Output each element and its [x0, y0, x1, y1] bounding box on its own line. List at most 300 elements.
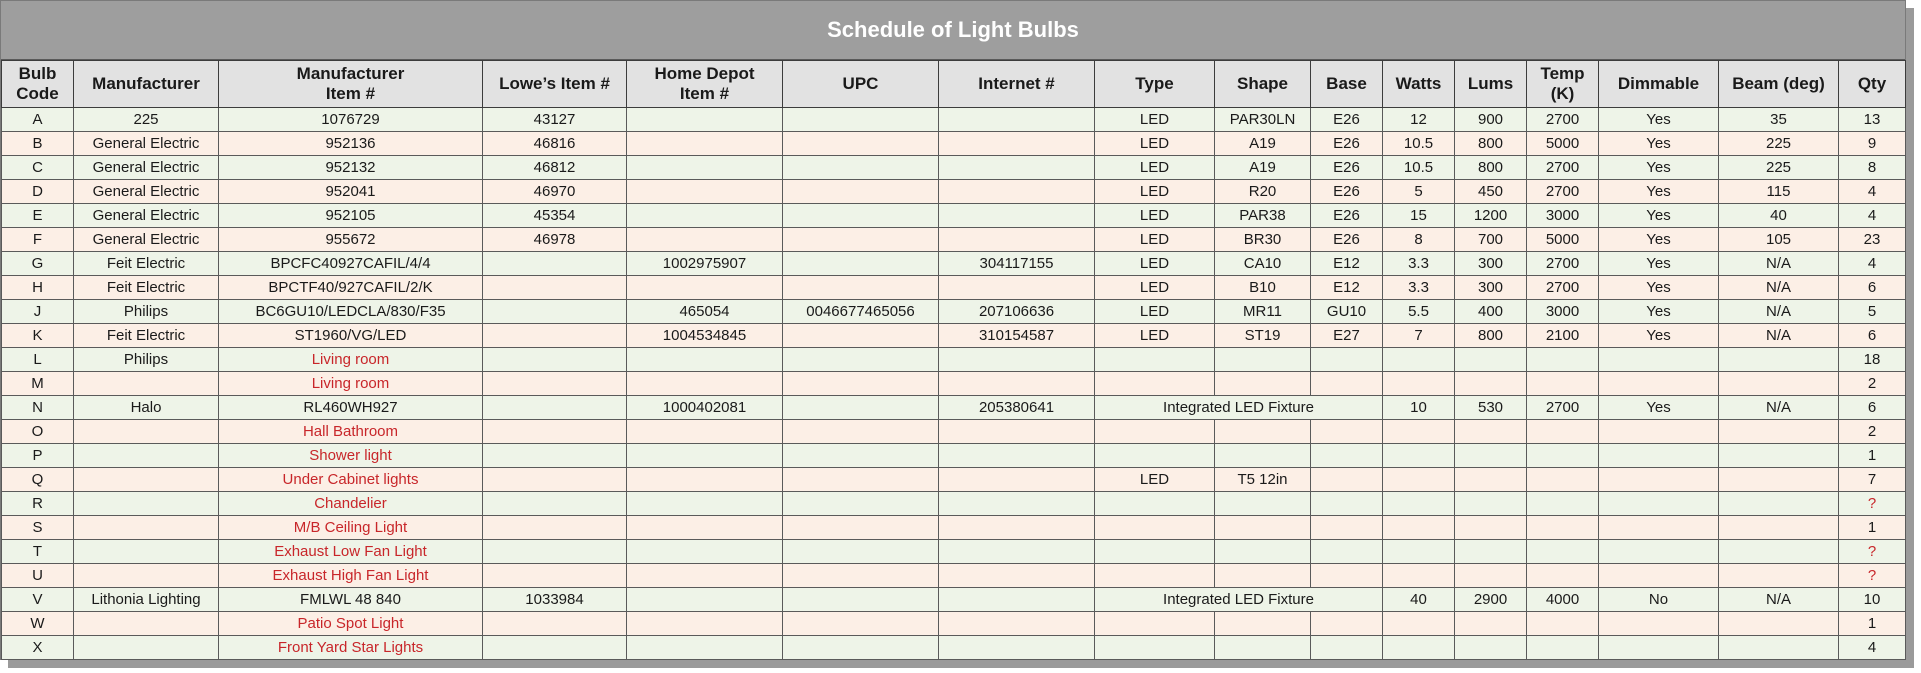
- dimmable-cell[interactable]: Yes: [1599, 180, 1719, 204]
- type-cell[interactable]: LED: [1095, 108, 1215, 132]
- internet-cell[interactable]: [939, 564, 1095, 588]
- beam-cell[interactable]: N/A: [1719, 300, 1839, 324]
- base-cell[interactable]: E27: [1311, 324, 1383, 348]
- lums-cell[interactable]: 2900: [1455, 588, 1527, 612]
- dimmable-cell[interactable]: [1599, 516, 1719, 540]
- beam-cell[interactable]: N/A: [1719, 252, 1839, 276]
- lowes-item-cell[interactable]: 1033984: [483, 588, 627, 612]
- type-cell[interactable]: LED: [1095, 228, 1215, 252]
- home-depot-item-cell[interactable]: [627, 372, 783, 396]
- shape-cell[interactable]: [1215, 612, 1311, 636]
- bulb-code-cell[interactable]: W: [2, 612, 74, 636]
- internet-cell[interactable]: [939, 636, 1095, 660]
- type-cell[interactable]: LED: [1095, 252, 1215, 276]
- shape-cell[interactable]: T5 12in: [1215, 468, 1311, 492]
- lums-cell[interactable]: 800: [1455, 132, 1527, 156]
- qty-cell[interactable]: 8: [1839, 156, 1906, 180]
- manufacturer-item-cell[interactable]: Front Yard Star Lights: [219, 636, 483, 660]
- type-cell[interactable]: [1095, 612, 1215, 636]
- base-cell[interactable]: [1311, 516, 1383, 540]
- column-header-dimmable[interactable]: [1599, 61, 1719, 108]
- shape-cell[interactable]: PAR38: [1215, 204, 1311, 228]
- home-depot-item-cell[interactable]: [627, 348, 783, 372]
- lums-cell[interactable]: 700: [1455, 228, 1527, 252]
- manufacturer-item-cell[interactable]: Shower light: [219, 444, 483, 468]
- manufacturer-item-cell[interactable]: 952136: [219, 132, 483, 156]
- beam-cell[interactable]: [1719, 612, 1839, 636]
- manufacturer-cell[interactable]: [74, 468, 219, 492]
- shape-cell[interactable]: PAR30LN: [1215, 108, 1311, 132]
- lums-cell[interactable]: [1455, 444, 1527, 468]
- beam-cell[interactable]: 225: [1719, 156, 1839, 180]
- lums-cell[interactable]: 300: [1455, 276, 1527, 300]
- internet-cell[interactable]: 310154587: [939, 324, 1095, 348]
- home-depot-item-cell[interactable]: [627, 468, 783, 492]
- shape-cell[interactable]: BR30: [1215, 228, 1311, 252]
- lowes-item-cell[interactable]: 46812: [483, 156, 627, 180]
- manufacturer-item-cell[interactable]: Exhaust High Fan Light: [219, 564, 483, 588]
- beam-cell[interactable]: [1719, 516, 1839, 540]
- home-depot-item-cell[interactable]: [627, 540, 783, 564]
- beam-cell[interactable]: [1719, 540, 1839, 564]
- home-depot-item-cell[interactable]: [627, 156, 783, 180]
- manufacturer-item-cell[interactable]: ST1960/VG/LED: [219, 324, 483, 348]
- temp-cell[interactable]: 3000: [1527, 300, 1599, 324]
- lums-cell[interactable]: [1455, 348, 1527, 372]
- dimmable-cell[interactable]: [1599, 372, 1719, 396]
- type-cell[interactable]: [1095, 492, 1215, 516]
- home-depot-item-cell[interactable]: [627, 228, 783, 252]
- base-cell[interactable]: [1311, 492, 1383, 516]
- qty-cell[interactable]: ?: [1839, 564, 1906, 588]
- home-depot-item-cell[interactable]: 465054: [627, 300, 783, 324]
- internet-cell[interactable]: [939, 108, 1095, 132]
- manufacturer-cell[interactable]: Halo: [74, 396, 219, 420]
- manufacturer-cell[interactable]: General Electric: [74, 132, 219, 156]
- internet-cell[interactable]: [939, 372, 1095, 396]
- watts-cell[interactable]: 8: [1383, 228, 1455, 252]
- lowes-item-cell[interactable]: 46970: [483, 180, 627, 204]
- bulb-code-cell[interactable]: X: [2, 636, 74, 660]
- shape-cell[interactable]: [1215, 420, 1311, 444]
- beam-cell[interactable]: 115: [1719, 180, 1839, 204]
- beam-cell[interactable]: N/A: [1719, 588, 1839, 612]
- beam-cell[interactable]: [1719, 420, 1839, 444]
- lowes-item-cell[interactable]: 45354: [483, 204, 627, 228]
- type-cell[interactable]: [1095, 636, 1215, 660]
- home-depot-item-cell[interactable]: [627, 516, 783, 540]
- temp-cell[interactable]: 2700: [1527, 396, 1599, 420]
- watts-cell[interactable]: [1383, 636, 1455, 660]
- bulb-code-cell[interactable]: H: [2, 276, 74, 300]
- dimmable-cell[interactable]: [1599, 564, 1719, 588]
- temp-cell[interactable]: 2700: [1527, 180, 1599, 204]
- shape-cell[interactable]: [1215, 516, 1311, 540]
- manufacturer-cell[interactable]: [74, 612, 219, 636]
- column-header-manufacturer-item[interactable]: [219, 61, 483, 108]
- upc-cell[interactable]: [783, 132, 939, 156]
- manufacturer-cell[interactable]: [74, 636, 219, 660]
- home-depot-item-cell[interactable]: [627, 180, 783, 204]
- qty-cell[interactable]: 5: [1839, 300, 1906, 324]
- upc-cell[interactable]: [783, 276, 939, 300]
- base-cell[interactable]: E26: [1311, 204, 1383, 228]
- internet-cell[interactable]: 205380641: [939, 396, 1095, 420]
- type-cell[interactable]: [1095, 564, 1215, 588]
- internet-cell[interactable]: [939, 228, 1095, 252]
- qty-cell[interactable]: 6: [1839, 324, 1906, 348]
- bulb-code-cell[interactable]: V: [2, 588, 74, 612]
- temp-cell[interactable]: [1527, 516, 1599, 540]
- lowes-item-cell[interactable]: [483, 612, 627, 636]
- temp-cell[interactable]: [1527, 564, 1599, 588]
- lowes-item-cell[interactable]: 46816: [483, 132, 627, 156]
- column-header-shape[interactable]: [1215, 61, 1311, 108]
- qty-cell[interactable]: ?: [1839, 492, 1906, 516]
- bulb-code-cell[interactable]: Q: [2, 468, 74, 492]
- home-depot-item-cell[interactable]: [627, 636, 783, 660]
- type-cell[interactable]: [1095, 540, 1215, 564]
- dimmable-cell[interactable]: Yes: [1599, 228, 1719, 252]
- upc-cell[interactable]: 0046677465056: [783, 300, 939, 324]
- beam-cell[interactable]: [1719, 348, 1839, 372]
- watts-cell[interactable]: 10.5: [1383, 156, 1455, 180]
- base-cell[interactable]: [1311, 372, 1383, 396]
- internet-cell[interactable]: 304117155: [939, 252, 1095, 276]
- bulb-code-cell[interactable]: O: [2, 420, 74, 444]
- dimmable-cell[interactable]: Yes: [1599, 300, 1719, 324]
- qty-cell[interactable]: 2: [1839, 372, 1906, 396]
- manufacturer-cell[interactable]: [74, 372, 219, 396]
- column-header-watts[interactable]: [1383, 61, 1455, 108]
- manufacturer-item-cell[interactable]: Patio Spot Light: [219, 612, 483, 636]
- home-depot-item-cell[interactable]: [627, 204, 783, 228]
- manufacturer-item-cell[interactable]: RL460WH927: [219, 396, 483, 420]
- beam-cell[interactable]: 225: [1719, 132, 1839, 156]
- internet-cell[interactable]: [939, 516, 1095, 540]
- dimmable-cell[interactable]: [1599, 492, 1719, 516]
- dimmable-cell[interactable]: [1599, 636, 1719, 660]
- bulb-code-cell[interactable]: C: [2, 156, 74, 180]
- home-depot-item-cell[interactable]: [627, 612, 783, 636]
- upc-cell[interactable]: [783, 396, 939, 420]
- manufacturer-cell[interactable]: [74, 516, 219, 540]
- temp-cell[interactable]: [1527, 540, 1599, 564]
- type-cell[interactable]: LED: [1095, 300, 1215, 324]
- column-header-lowes-item[interactable]: [483, 61, 627, 108]
- watts-cell[interactable]: 5: [1383, 180, 1455, 204]
- dimmable-cell[interactable]: No: [1599, 588, 1719, 612]
- manufacturer-item-cell[interactable]: FMLWL 48 840: [219, 588, 483, 612]
- lowes-item-cell[interactable]: [483, 324, 627, 348]
- home-depot-item-cell[interactable]: [627, 444, 783, 468]
- qty-cell[interactable]: 9: [1839, 132, 1906, 156]
- temp-cell[interactable]: 2100: [1527, 324, 1599, 348]
- beam-cell[interactable]: [1719, 636, 1839, 660]
- type-cell[interactable]: [1095, 444, 1215, 468]
- base-cell[interactable]: [1311, 540, 1383, 564]
- manufacturer-cell[interactable]: [74, 564, 219, 588]
- temp-cell[interactable]: 5000: [1527, 228, 1599, 252]
- type-cell[interactable]: LED: [1095, 324, 1215, 348]
- base-cell[interactable]: E26: [1311, 228, 1383, 252]
- type-cell[interactable]: Integrated LED Fixture: [1095, 396, 1383, 420]
- lums-cell[interactable]: [1455, 564, 1527, 588]
- internet-cell[interactable]: [939, 420, 1095, 444]
- upc-cell[interactable]: [783, 252, 939, 276]
- bulb-code-cell[interactable]: S: [2, 516, 74, 540]
- upc-cell[interactable]: [783, 348, 939, 372]
- upc-cell[interactable]: [783, 108, 939, 132]
- internet-cell[interactable]: 207106636: [939, 300, 1095, 324]
- upc-cell[interactable]: [783, 324, 939, 348]
- shape-cell[interactable]: [1215, 564, 1311, 588]
- beam-cell[interactable]: [1719, 444, 1839, 468]
- temp-cell[interactable]: [1527, 372, 1599, 396]
- type-cell[interactable]: LED: [1095, 204, 1215, 228]
- base-cell[interactable]: [1311, 348, 1383, 372]
- base-cell[interactable]: GU10: [1311, 300, 1383, 324]
- qty-cell[interactable]: 23: [1839, 228, 1906, 252]
- internet-cell[interactable]: [939, 180, 1095, 204]
- lowes-item-cell[interactable]: [483, 564, 627, 588]
- qty-cell[interactable]: ?: [1839, 540, 1906, 564]
- watts-cell[interactable]: [1383, 468, 1455, 492]
- shape-cell[interactable]: R20: [1215, 180, 1311, 204]
- internet-cell[interactable]: [939, 540, 1095, 564]
- lums-cell[interactable]: 300: [1455, 252, 1527, 276]
- temp-cell[interactable]: [1527, 444, 1599, 468]
- watts-cell[interactable]: [1383, 348, 1455, 372]
- manufacturer-cell[interactable]: General Electric: [74, 156, 219, 180]
- shape-cell[interactable]: B10: [1215, 276, 1311, 300]
- type-cell[interactable]: [1095, 516, 1215, 540]
- dimmable-cell[interactable]: Yes: [1599, 108, 1719, 132]
- watts-cell[interactable]: 15: [1383, 204, 1455, 228]
- beam-cell[interactable]: [1719, 564, 1839, 588]
- upc-cell[interactable]: [783, 516, 939, 540]
- dimmable-cell[interactable]: Yes: [1599, 324, 1719, 348]
- beam-cell[interactable]: N/A: [1719, 276, 1839, 300]
- dimmable-cell[interactable]: Yes: [1599, 252, 1719, 276]
- home-depot-item-cell[interactable]: 1002975907: [627, 252, 783, 276]
- qty-cell[interactable]: 1: [1839, 612, 1906, 636]
- manufacturer-item-cell[interactable]: M/B Ceiling Light: [219, 516, 483, 540]
- type-cell[interactable]: LED: [1095, 276, 1215, 300]
- beam-cell[interactable]: 35: [1719, 108, 1839, 132]
- lums-cell[interactable]: [1455, 636, 1527, 660]
- bulb-code-cell[interactable]: F: [2, 228, 74, 252]
- dimmable-cell[interactable]: Yes: [1599, 132, 1719, 156]
- manufacturer-cell[interactable]: [74, 444, 219, 468]
- watts-cell[interactable]: 12: [1383, 108, 1455, 132]
- beam-cell[interactable]: 105: [1719, 228, 1839, 252]
- type-cell[interactable]: [1095, 348, 1215, 372]
- upc-cell[interactable]: [783, 540, 939, 564]
- upc-cell[interactable]: [783, 636, 939, 660]
- watts-cell[interactable]: 5.5: [1383, 300, 1455, 324]
- manufacturer-item-cell[interactable]: 952105: [219, 204, 483, 228]
- shape-cell[interactable]: MR11: [1215, 300, 1311, 324]
- upc-cell[interactable]: [783, 156, 939, 180]
- manufacturer-item-cell[interactable]: 952132: [219, 156, 483, 180]
- internet-cell[interactable]: [939, 444, 1095, 468]
- manufacturer-cell[interactable]: [74, 492, 219, 516]
- internet-cell[interactable]: [939, 156, 1095, 180]
- home-depot-item-cell[interactable]: 1004534845: [627, 324, 783, 348]
- home-depot-item-cell[interactable]: [627, 108, 783, 132]
- bulb-code-cell[interactable]: A: [2, 108, 74, 132]
- beam-cell[interactable]: [1719, 468, 1839, 492]
- beam-cell[interactable]: N/A: [1719, 324, 1839, 348]
- qty-cell[interactable]: 13: [1839, 108, 1906, 132]
- column-header-lums[interactable]: [1455, 61, 1527, 108]
- bulb-code-cell[interactable]: J: [2, 300, 74, 324]
- type-cell[interactable]: LED: [1095, 468, 1215, 492]
- beam-cell[interactable]: 40: [1719, 204, 1839, 228]
- internet-cell[interactable]: [939, 132, 1095, 156]
- lums-cell[interactable]: 800: [1455, 156, 1527, 180]
- bulb-code-cell[interactable]: D: [2, 180, 74, 204]
- bulb-code-cell[interactable]: T: [2, 540, 74, 564]
- internet-cell[interactable]: [939, 204, 1095, 228]
- dimmable-cell[interactable]: Yes: [1599, 276, 1719, 300]
- lowes-item-cell[interactable]: [483, 372, 627, 396]
- manufacturer-item-cell[interactable]: Living room: [219, 372, 483, 396]
- manufacturer-item-cell[interactable]: Exhaust Low Fan Light: [219, 540, 483, 564]
- watts-cell[interactable]: [1383, 420, 1455, 444]
- base-cell[interactable]: E12: [1311, 276, 1383, 300]
- lums-cell[interactable]: 400: [1455, 300, 1527, 324]
- manufacturer-cell[interactable]: Lithonia Lighting: [74, 588, 219, 612]
- type-cell[interactable]: [1095, 420, 1215, 444]
- bulb-code-cell[interactable]: M: [2, 372, 74, 396]
- temp-cell[interactable]: 2700: [1527, 108, 1599, 132]
- base-cell[interactable]: E26: [1311, 132, 1383, 156]
- qty-cell[interactable]: 6: [1839, 276, 1906, 300]
- temp-cell[interactable]: 2700: [1527, 252, 1599, 276]
- watts-cell[interactable]: [1383, 444, 1455, 468]
- watts-cell[interactable]: [1383, 492, 1455, 516]
- home-depot-item-cell[interactable]: [627, 588, 783, 612]
- internet-cell[interactable]: [939, 348, 1095, 372]
- shape-cell[interactable]: [1215, 444, 1311, 468]
- dimmable-cell[interactable]: Yes: [1599, 156, 1719, 180]
- manufacturer-cell[interactable]: Feit Electric: [74, 276, 219, 300]
- lowes-item-cell[interactable]: 46978: [483, 228, 627, 252]
- shape-cell[interactable]: A19: [1215, 132, 1311, 156]
- watts-cell[interactable]: [1383, 612, 1455, 636]
- dimmable-cell[interactable]: [1599, 612, 1719, 636]
- watts-cell[interactable]: 40: [1383, 588, 1455, 612]
- base-cell[interactable]: E26: [1311, 156, 1383, 180]
- temp-cell[interactable]: [1527, 636, 1599, 660]
- lowes-item-cell[interactable]: [483, 420, 627, 444]
- watts-cell[interactable]: 3.3: [1383, 276, 1455, 300]
- upc-cell[interactable]: [783, 468, 939, 492]
- upc-cell[interactable]: [783, 492, 939, 516]
- column-header-home-depot-item[interactable]: [627, 61, 783, 108]
- lums-cell[interactable]: [1455, 420, 1527, 444]
- manufacturer-cell[interactable]: General Electric: [74, 204, 219, 228]
- internet-cell[interactable]: [939, 588, 1095, 612]
- lowes-item-cell[interactable]: [483, 348, 627, 372]
- beam-cell[interactable]: N/A: [1719, 396, 1839, 420]
- manufacturer-item-cell[interactable]: BPCFC40927CAFIL/4/4: [219, 252, 483, 276]
- lowes-item-cell[interactable]: [483, 444, 627, 468]
- column-header-beam[interactable]: [1719, 61, 1839, 108]
- internet-cell[interactable]: [939, 612, 1095, 636]
- manufacturer-cell[interactable]: Feit Electric: [74, 252, 219, 276]
- dimmable-cell[interactable]: [1599, 420, 1719, 444]
- watts-cell[interactable]: 10: [1383, 396, 1455, 420]
- temp-cell[interactable]: 2700: [1527, 276, 1599, 300]
- lowes-item-cell[interactable]: 43127: [483, 108, 627, 132]
- watts-cell[interactable]: 7: [1383, 324, 1455, 348]
- bulb-code-cell[interactable]: E: [2, 204, 74, 228]
- lowes-item-cell[interactable]: [483, 540, 627, 564]
- dimmable-cell[interactable]: [1599, 540, 1719, 564]
- lums-cell[interactable]: [1455, 492, 1527, 516]
- manufacturer-cell[interactable]: Feit Electric: [74, 324, 219, 348]
- base-cell[interactable]: E26: [1311, 180, 1383, 204]
- upc-cell[interactable]: [783, 564, 939, 588]
- temp-cell[interactable]: [1527, 468, 1599, 492]
- manufacturer-cell[interactable]: General Electric: [74, 180, 219, 204]
- temp-cell[interactable]: [1527, 492, 1599, 516]
- lowes-item-cell[interactable]: [483, 396, 627, 420]
- manufacturer-cell[interactable]: Philips: [74, 300, 219, 324]
- base-cell[interactable]: E12: [1311, 252, 1383, 276]
- lums-cell[interactable]: [1455, 372, 1527, 396]
- qty-cell[interactable]: 4: [1839, 180, 1906, 204]
- temp-cell[interactable]: 3000: [1527, 204, 1599, 228]
- temp-cell[interactable]: [1527, 348, 1599, 372]
- manufacturer-item-cell[interactable]: Hall Bathroom: [219, 420, 483, 444]
- lowes-item-cell[interactable]: [483, 276, 627, 300]
- manufacturer-item-cell[interactable]: 955672: [219, 228, 483, 252]
- beam-cell[interactable]: [1719, 372, 1839, 396]
- upc-cell[interactable]: [783, 612, 939, 636]
- bulb-code-cell[interactable]: G: [2, 252, 74, 276]
- dimmable-cell[interactable]: [1599, 468, 1719, 492]
- lums-cell[interactable]: [1455, 612, 1527, 636]
- qty-cell[interactable]: 7: [1839, 468, 1906, 492]
- base-cell[interactable]: [1311, 612, 1383, 636]
- manufacturer-item-cell[interactable]: BPCTF40/927CAFIL/2/K: [219, 276, 483, 300]
- home-depot-item-cell[interactable]: [627, 492, 783, 516]
- lowes-item-cell[interactable]: [483, 300, 627, 324]
- lowes-item-cell[interactable]: [483, 468, 627, 492]
- qty-cell[interactable]: 4: [1839, 252, 1906, 276]
- qty-cell[interactable]: 4: [1839, 204, 1906, 228]
- manufacturer-cell[interactable]: [74, 540, 219, 564]
- qty-cell[interactable]: 1: [1839, 516, 1906, 540]
- dimmable-cell[interactable]: [1599, 348, 1719, 372]
- watts-cell[interactable]: 10.5: [1383, 132, 1455, 156]
- upc-cell[interactable]: [783, 228, 939, 252]
- internet-cell[interactable]: [939, 468, 1095, 492]
- qty-cell[interactable]: 1: [1839, 444, 1906, 468]
- manufacturer-cell[interactable]: General Electric: [74, 228, 219, 252]
- qty-cell[interactable]: 18: [1839, 348, 1906, 372]
- beam-cell[interactable]: [1719, 492, 1839, 516]
- qty-cell[interactable]: 2: [1839, 420, 1906, 444]
- bulb-code-cell[interactable]: L: [2, 348, 74, 372]
- manufacturer-item-cell[interactable]: 1076729: [219, 108, 483, 132]
- upc-cell[interactable]: [783, 204, 939, 228]
- lums-cell[interactable]: 530: [1455, 396, 1527, 420]
